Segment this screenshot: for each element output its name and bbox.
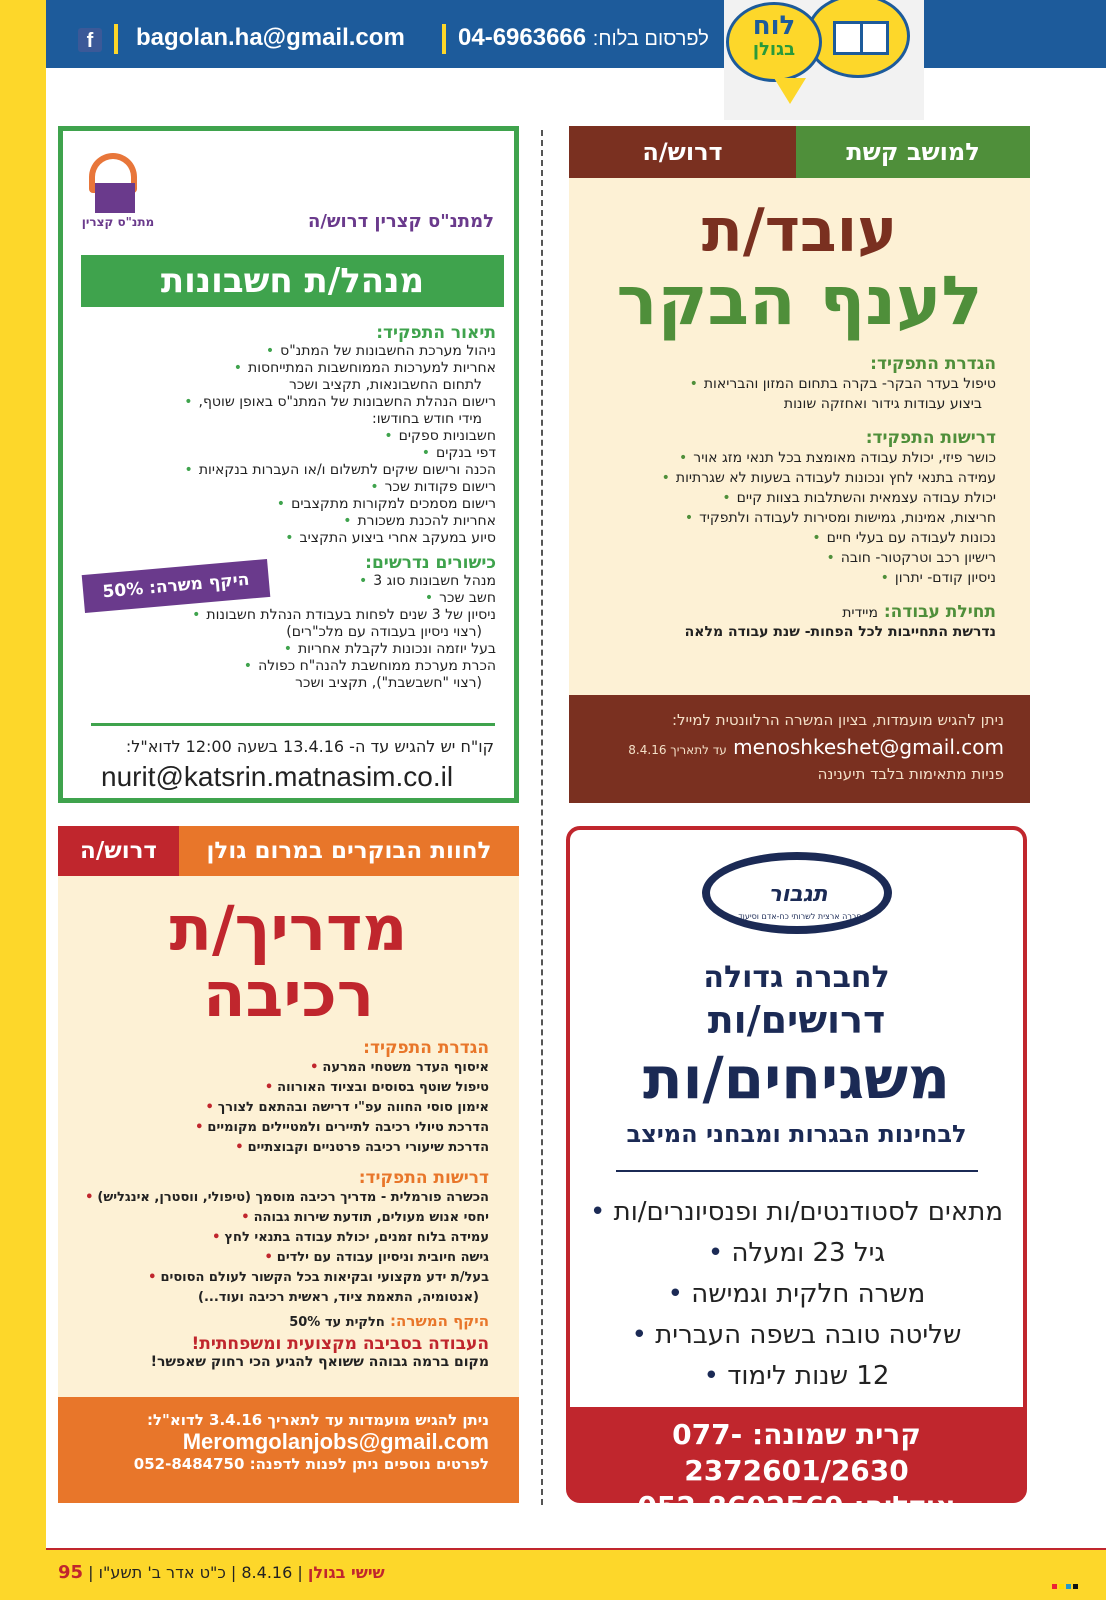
ad-moshav-keshet [569,126,1030,803]
list-item: שליטה טובה בשפה העברית • [570,1315,1023,1356]
list-item: רישום פקודות שכר • [81,479,496,496]
footer-rule [46,1548,1106,1550]
separator: | [292,1563,303,1582]
start-value: מיידית [842,605,878,621]
divider-line [91,723,495,726]
contact-kiryat-shmona[interactable]: קרית שמונה: 077-2372601/2630 [672,1418,921,1487]
ad-line2: דרושים/ות [707,998,886,1042]
ad-header [569,126,1030,178]
tigbur-logo [702,852,892,934]
list-item: ניהול מערכת החשבונות של המתנ"ס • [81,343,496,360]
divider-line [616,1170,978,1172]
ad-title-line2: לענף הבקר [616,262,983,341]
logo-box [95,183,135,213]
foot-line1: ניתן להגיש מועמדות עד לתאריך 3.4.16 לדוא"ל: [146,1411,489,1429]
ad-header [58,826,519,876]
ad-line4: לבחינות הבגרות ומבחני המיצב [626,1120,967,1148]
ad-footer [569,695,1030,803]
list-item: רישום הנהלת החשבונות של המתנ"ס באופן שוטף, • [81,394,496,411]
list-item: הדרכת שיעורי רכיבה פרטניים וקבוצתיים • [74,1138,489,1158]
req-list [74,1188,489,1308]
list-item: טיפול שוטף בסוסים ובציוד האורווה • [74,1078,489,1098]
logo-text: מתנ"ס קצרין [81,215,155,229]
foot-line3: לפרטים נוספים ניתן לפנות לדפנה: 052-8484750 [133,1455,489,1473]
list-item: אימון סוסי החווה עפ"י דרישה ובהתאם לצורך • [74,1098,489,1118]
foot-email-line [589,735,1004,759]
list-item: אחריות למערכות הממוחשבות המתייחסות • [81,360,496,377]
site-logo[interactable] [726,2,822,82]
list-item: לתחום החשבונאות, תקציב ושכר [288,377,482,393]
list-item: גישה חיובית וניסיון עבודה עם ילדים • [74,1248,489,1268]
foot-line1: ניתן להגיש מועמדות, בציון המשרה הרלוונטית למייל: [671,711,1004,729]
ad-body [58,1038,519,1370]
list-item: ניסיון קודם- יתרון • [589,568,996,588]
req-heading: דרישות התפקיד: [358,1168,489,1188]
separator [442,24,446,54]
list-item: גיל 23 ומעלה • [570,1233,1023,1274]
foot-deadline: עד לתאריך 8.4.16 [628,743,727,757]
issue-date: 8.4.16 [241,1563,293,1582]
scope-label: היקף המשרה: [390,1312,489,1330]
ad-org: לחוות הבוקרים במרום גולן [179,826,519,876]
list-item: בעל יוזמה ונכונות לקבלת אחריות • [81,641,496,658]
scope-line [74,1312,489,1330]
def-heading: הגדרת התפקיד: [870,354,996,374]
list-item: סיוע במעקב אחרי ביצוע התקציב • [81,530,496,547]
phone-label: לפרסום בלוח: [592,28,709,50]
top-bar [46,0,1106,68]
desc-list [81,343,496,547]
list-item: ביצוע עבודות גידור ואחזקה שונות [783,396,982,412]
ad-title-line1: מדריך/ת [169,892,408,965]
start-label: תחילת עבודה: [883,602,996,622]
list-item: ניסיון של 3 שנים לפחות בעבודת הנהלת חשבונות • [81,607,496,624]
logo-name: תגבור [768,882,828,907]
list-item: רישיון רכב וטרקטור- חובה • [589,548,996,568]
list-item: עמידה בתנאי לחץ ונכונות לעבודה בשעות לא שגרתיות • [589,468,996,488]
list-item: חשבוניות ספקים • [81,428,496,445]
magazine-name: שישי בגולן [307,1563,385,1582]
facebook-icon[interactable]: f [78,28,102,52]
list-item: חשב שכר • [81,590,496,607]
column-divider [541,130,543,1505]
ad-title: מנהל/ת חשבונות [81,255,504,307]
logo-line3: בגולן [752,39,796,60]
list-item: רישום מסמכים למקורות מתקצבים • [81,496,496,513]
list-item: דפי בנקים • [81,445,496,462]
logo-line1: לוח [752,11,796,41]
ad-line1: לחברה גדולה [703,960,890,995]
separator: | [88,1563,99,1582]
list-item: מידי חודש בחודשו: [372,411,482,427]
color-mark [1052,1584,1057,1589]
list-item: 12 שנות לימוד • [570,1356,1023,1397]
cta-email[interactable]: nurit@katsrin.matnasim.co.il [101,761,454,792]
scope-value: חלקית עד 50% [289,1315,385,1330]
page-number: 95 [58,1562,84,1583]
foot-email[interactable]: Meromgolanjobs@gmail.com [182,1429,489,1454]
def-heading: הגדרת התפקיד: [363,1038,489,1058]
ad-wanted: דרוש/ה [58,826,179,876]
separator [114,24,118,54]
ad-title-line1: עובד/ת [701,196,898,266]
list-item: בעל/ת ידע מקצועי ובקיאות בכל הקשור לעולם הסוסים • [74,1268,489,1288]
cta-line: קו"ח יש להגיש עד ה- 13.4.16 בשעה 12:00 לדוא"ל: [125,737,494,756]
list-item: כושר פיזי, יכולת עבודה מאומצת בכל תנאי מזג אויר • [589,448,996,468]
list-item: מתאים לסטודנטים/ות ופנסיונרים/ות • [570,1192,1023,1233]
ad-subtitle: למתנ"ס קצרין דרוש/ה [307,211,494,232]
bullet-list [570,1192,1023,1397]
req-heading: דרישות התפקיד: [865,428,996,448]
list-item: הכרת מערכת ממוחשבת להנה"ח כפולה • [81,658,496,675]
ad-body [81,319,496,692]
color-marks [1050,1574,1078,1593]
separator: | [225,1563,237,1582]
ad-wanted: דרוש/ה [569,126,796,178]
scope-badge: היקף משרה: 50% [82,559,271,613]
color-mark [1066,1584,1071,1589]
list-item: יחסי אנוש מעולים, תודעת שירות גבוהה • [74,1208,489,1228]
foot-line3: פניות מתאימות בלבד תיענינה [817,765,1004,783]
ad-footer [58,1397,519,1503]
ad-tigbur [566,826,1027,1523]
ad-merom-golan [58,826,519,1503]
list-item: הכשרה פורמלית - מדריך רכיבה מוסמך (טיפולי, ווסטרן, אינגליש) • [74,1188,489,1208]
contact-odelia[interactable]: אודליה: 052-8602569 [637,1490,956,1523]
list-item: (אנטומיה, התאמת ציוד, ראשית רכיבה ועוד...) [198,1290,479,1305]
logo-tagline: חברה ארצית לשרותי כח-אדם וסיעוד [738,912,862,921]
ad-body [569,354,1030,642]
slogan: העבודה בסביבה מקצועית ומשפחתית! [191,1334,489,1354]
desc-heading: תיאור התפקיד: [376,323,496,343]
page-footer [46,1548,1106,1600]
list-item: איסוף העדר משטחי המרעה • [74,1058,489,1078]
phone-number[interactable]: 04-6963666 [458,24,587,51]
list-item: הכנה ורישום שיקים לתשלום ו/או העברות בנקאיות • [81,462,496,479]
list-item: הדרכת טיולי רכיבה לתיירים ולמטיילים מקומיים • [74,1118,489,1138]
color-mark [1059,1584,1064,1589]
matnas-logo [73,143,153,235]
color-mark [1073,1584,1078,1589]
list-item: טיפול בעדר הבקר- בקרה בתחום המזון והבריאות • [589,374,996,394]
ad-org: למושב קשת [796,126,1030,178]
list-item: יכולת עבודה עצמאית והשתלבות בצוות קיים • [589,488,996,508]
list-item: (רצוי "חשבשבת"), תקציב ושכר [295,675,482,691]
foot-email[interactable]: menoshkeshet@gmail.com [733,735,1004,759]
list-item: מנהל חשבונות סוג 3 • [81,573,496,590]
start-line [589,602,996,622]
bubble-tail [774,78,806,104]
ad-title: משגיחים/ות [643,1044,950,1112]
list-item: חריצות, אמינות, גמישות ומסירות לעבודה ולתפקיד • [589,508,996,528]
list-item: נכונות לעבודה עם בעלי חיים • [589,528,996,548]
list-item: (רצוי ניסיון בעבודה עם מלכ"רים) [286,624,482,640]
ad-katzrin [58,126,519,803]
ad-footer [570,1407,1023,1523]
footer-info [58,1562,385,1583]
ad-title-line2: רכיבה [202,958,375,1031]
list-item: עמידה בלוח זמנים, יכולת עבודה בתנאי לחץ • [74,1228,489,1248]
list-item: אחריות להכנת משכורת • [81,513,496,530]
commitment: נדרשת התחייבות לכל הפחות- שנת עבודה מלאה [684,624,996,640]
header-email[interactable]: bagolan.ha@gmail.com [136,24,405,51]
qual-heading: כישורים נדרשים: [365,553,496,573]
hebrew-date: כ"ט אדר ב' תשע"ו [98,1563,226,1582]
header-phone [458,24,709,52]
list-item: משרה חלקית וגמישה • [570,1274,1023,1315]
slogan2: מקום ברמה גבוהה ששואף להגיע הכי רחוק שאפשר! [150,1354,489,1370]
